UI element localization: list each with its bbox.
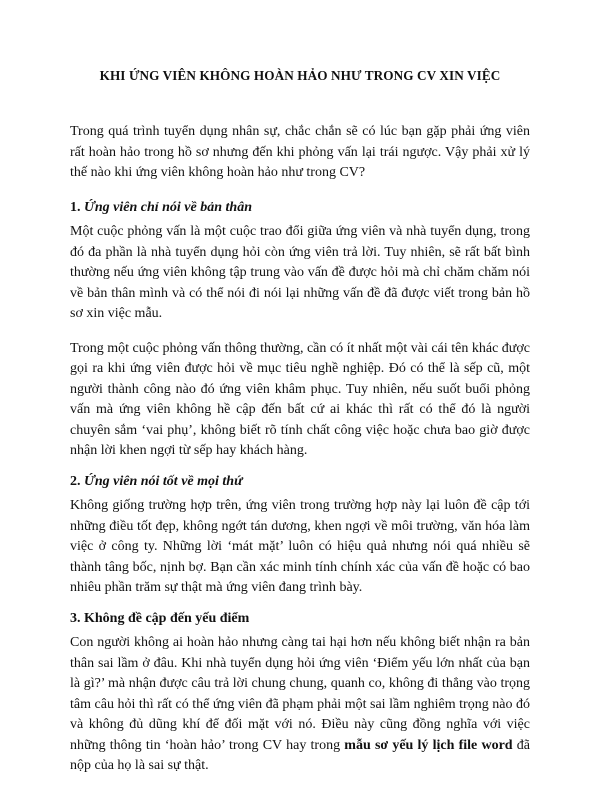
- document-body: [70, 122, 530, 791]
- section-3-number: 3.: [70, 610, 81, 626]
- intro-paragraph: Trong quá trình tuyển dụng nhân sự, chắc chắn sẽ có lúc bạn gặp phải ứng viên rất hoàn hảo trong hồ sơ nhưng đến khi phỏng vấn lại trái ngược. Vậy phải xử lý thế nào khi ứng viên không hoàn hảo như trong CV?: [70, 124, 530, 180]
- section-2-heading: [70, 472, 530, 493]
- section-1-title: Ứng viên chỉ nói về bản thân: [84, 199, 252, 215]
- section-3-text-before-link: Con người không ai hoàn hảo nhưng càng tai hại hơn nếu không biết nhận ra bản thân sai lầm ở đâu. Khi nhà tuyển dụng hỏi ứng viên ‘Điểm yếu lớn nhất của bạn là gì?’ mà nhận được câu trả lời chung chung, quanh co, không đi thẳng vào trọng tâm câu hỏi thì rất có thể ứng viên đã phạm phải một sai lầm nghiêm trọng nào đó và không đủ dũng khí để đối mặt với nó. Điều này cũng đồng nghĩa với việc những thông tin ‘hoàn hảo’ trong CV hay trong: [70, 635, 530, 753]
- section-1-paragraph-2: Trong một cuộc phỏng vấn thông thường, cần có ít nhất một vài cái tên khác được gọi ra khi ứng viên được hỏi về mục tiêu nghề nghiệp. Đó có thể là sếp cũ, một người thành công nào đó ứng viên khâm phục. Tuy nhiên, nếu suốt buổi phỏng vấn mà ứng viên không hề cập đến bất cứ ai khác thì rất có thể đó là người chuyên sắm ‘vai phụ’, không biết rõ tính chất công việc hoặc chưa bao giờ được nhận lời khen ngợi từ sếp hay khách hàng.: [70, 340, 530, 458]
- section-2-number: 2.: [70, 473, 81, 489]
- section-3-heading: [70, 609, 530, 630]
- section-1-heading: [70, 198, 530, 219]
- section-2-paragraph-1: Không giống trường hợp trên, ứng viên trong trường hợp này lại luôn đề cập tới những điều tốt đẹp, không ngớt tán dương, khen ngợi về môi trường, văn hóa làm việc ở công ty. Những lời ‘mát mặt’ luôn có hiệu quả nhưng nói quá nhiều sẽ thành tâng bốc, nịnh bợ. Bạn cần xác minh tính chính xác của vấn đề hoặc có bao nhiêu phần trăm sự thật mà ứng viên đang trình bày.: [70, 498, 530, 595]
- section-3-paragraph-1: [70, 633, 530, 777]
- section-1-paragraph-1: Một cuộc phỏng vấn là một cuộc trao đổi giữa ứng viên và nhà tuyển dụng, trong đó đa phần là nhà tuyển dụng hỏi còn ứng viên trả lời. Tuy nhiên, sẽ rất bất bình thường nếu ứng viên không tập trung vào vấn đề được hỏi mà chỉ chăm chăm nói về bản thân mình và có thể nói đi nói lại những vấn đề đã được viết trong bản hồ sơ xin việc mẫu.: [70, 224, 530, 321]
- section-1-number: 1.: [70, 199, 81, 215]
- document-title: KHI ỨNG VIÊN KHÔNG HOÀN HẢO NHƯ TRONG CV XIN VIỆC: [99, 68, 501, 83]
- section-2-title: Ứng viên nói tốt về mọi thứ: [84, 473, 243, 489]
- section-3-title: Không đề cập đến yếu điểm: [84, 610, 250, 626]
- resume-template-link[interactable]: mẫu sơ yếu lý lịch file word: [344, 737, 513, 753]
- section-3-text-after-link: đã nộp của họ là sai sự thật.: [70, 737, 531, 773]
